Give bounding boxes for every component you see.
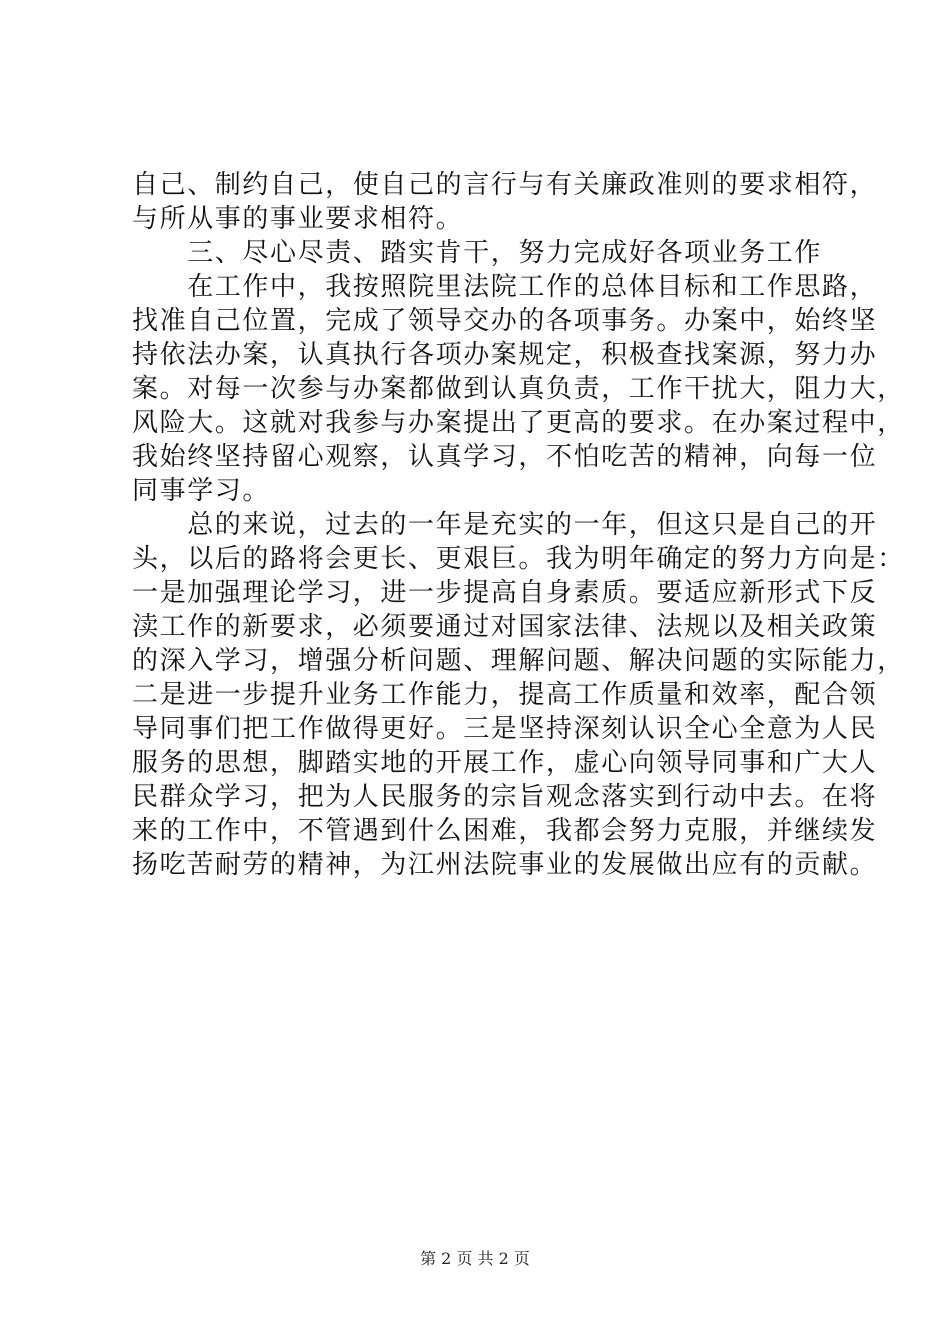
- text-line: 在工作中，我按照院里法院工作的总体目标和工作思路，: [132, 272, 878, 302]
- text-line: 同事学习。: [132, 476, 271, 506]
- page-number-footer: 第 2 页 共 2 页: [420, 1249, 530, 1268]
- text-line: 服务的思想，脚踏实地的开展工作，虚心向领导同事和广大人: [132, 748, 878, 778]
- text-line: 持依法办案，认真执行各项办案规定，积极查找案源，努力办: [132, 340, 878, 370]
- text-line: 的深入学习，增强分析问题、理解问题、解决问题的实际能力，: [132, 646, 905, 676]
- text-line: 我始终坚持留心观察，认真学习，不怕吃苦的精神，向每一位: [132, 442, 878, 472]
- text-line: 一是加强理论学习，进一步提高自身素质。要适应新形式下反: [132, 578, 878, 608]
- section-heading: 三、尽心尽责、踏实肯干，努力完成好各项业务工作: [132, 238, 823, 268]
- text-line: 民群众学习，把为人民服务的宗旨观念落实到行动中去。在将: [132, 782, 878, 812]
- text-line: 找准自己位置，完成了领导交办的各项事务。办案中，始终坚: [132, 306, 878, 336]
- text-line: 总的来说，过去的一年是充实的一年，但这只是自己的开: [132, 510, 878, 540]
- text-line: 来的工作中，不管遇到什么困难，我都会努力克服，并继续发: [132, 816, 878, 846]
- document-body: [132, 168, 905, 882]
- text-line: 二是进一步提升业务工作能力，提高工作质量和效率，配合领: [132, 680, 878, 710]
- text-line: 渎工作的新要求，必须要通过对国家法律、法规以及相关政策: [132, 612, 878, 642]
- text-line: 头，以后的路将会更长、更艰巨。我为明年确定的努力方向是：: [132, 544, 905, 574]
- text-line: 与所从事的事业要求相符。: [132, 204, 464, 234]
- text-line: 风险大。这就对我参与办案提出了更高的要求。在办案过程中，: [132, 408, 905, 438]
- text-line: 导同事们把工作做得更好。三是坚持深刻认识全心全意为人民: [132, 714, 878, 744]
- text-line: 自己、制约自己，使自己的言行与有关廉政准则的要求相符，: [132, 170, 878, 200]
- text-line: 扬吃苦耐劳的精神，为江州法院事业的发展做出应有的贡献。: [132, 850, 878, 880]
- text-line: 案。对每一次参与办案都做到认真负责，工作干扰大，阻力大，: [132, 374, 905, 404]
